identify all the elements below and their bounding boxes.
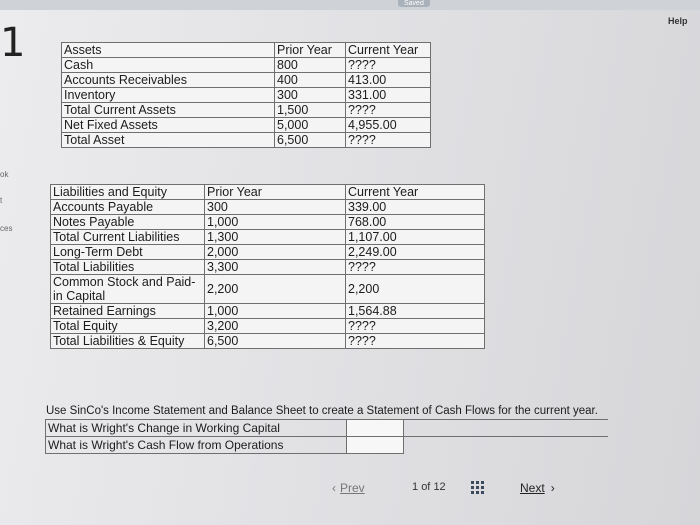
question-number: 1 bbox=[0, 20, 26, 66]
table-row bbox=[51, 334, 485, 349]
row-label: Accounts Receivables bbox=[62, 73, 275, 88]
prior-year-cell: 3,200 bbox=[205, 319, 346, 334]
table-row bbox=[51, 304, 485, 319]
next-button[interactable] bbox=[520, 481, 555, 495]
liabilities-equity-table bbox=[50, 184, 485, 349]
current-year-cell: 768.00 bbox=[346, 215, 485, 230]
table-row bbox=[51, 200, 485, 215]
current-year-cell: ???? bbox=[346, 133, 431, 148]
prior-year-cell: 400 bbox=[275, 73, 346, 88]
page-of-label: of bbox=[421, 481, 431, 493]
question-text: What is Wright's Cash Flow from Operations bbox=[46, 437, 347, 454]
current-page: 1 bbox=[412, 481, 419, 493]
row-label: Notes Payable bbox=[51, 215, 205, 230]
chevron-left-icon: ‹ bbox=[332, 481, 336, 495]
prior-year-cell: 1,000 bbox=[205, 215, 346, 230]
table-header-row bbox=[62, 43, 431, 58]
current-year-cell: ???? bbox=[346, 319, 485, 334]
row-label: Inventory bbox=[62, 88, 275, 103]
top-bar bbox=[0, 0, 700, 10]
current-year-cell: 413.00 bbox=[346, 73, 431, 88]
table-row bbox=[62, 133, 431, 148]
grid-icon[interactable] bbox=[471, 481, 485, 495]
total-pages: 12 bbox=[433, 481, 446, 493]
row-label: Accounts Payable bbox=[51, 200, 205, 215]
table-row bbox=[51, 215, 485, 230]
questions-section bbox=[45, 405, 608, 454]
column-header: Liabilities and Equity bbox=[51, 185, 205, 200]
prior-year-cell: 6,500 bbox=[275, 133, 346, 148]
current-year-cell: 2,249.00 bbox=[346, 245, 485, 260]
prev-button[interactable] bbox=[332, 481, 365, 495]
table-row bbox=[62, 118, 431, 133]
assets-table bbox=[61, 42, 431, 148]
chevron-right-icon: › bbox=[550, 481, 555, 495]
table-row bbox=[51, 319, 485, 334]
current-year-cell: 1,564.88 bbox=[346, 304, 485, 319]
cash-flow-answer-input[interactable] bbox=[347, 437, 404, 454]
column-header: Current Year bbox=[346, 185, 485, 200]
current-year-cell: ???? bbox=[346, 103, 431, 118]
answer-extension bbox=[404, 437, 609, 454]
prior-year-cell: 1,500 bbox=[275, 103, 346, 118]
table-row bbox=[51, 245, 485, 260]
current-year-cell: 4,955.00 bbox=[346, 118, 431, 133]
help-link[interactable]: Help bbox=[668, 16, 688, 26]
row-label: Long-Term Debt bbox=[51, 245, 205, 260]
table-row bbox=[62, 88, 431, 103]
prior-year-cell: 2,000 bbox=[205, 245, 346, 260]
saved-indicator: Saved bbox=[398, 0, 430, 7]
working-capital-answer-input[interactable] bbox=[347, 420, 404, 437]
table-row bbox=[62, 103, 431, 118]
table-header-row bbox=[51, 185, 485, 200]
row-label: Total Liabilities bbox=[51, 260, 205, 275]
sidebar-fragment: t bbox=[0, 196, 3, 205]
prior-year-cell: 6,500 bbox=[205, 334, 346, 349]
answer-extension bbox=[404, 420, 609, 437]
prior-year-cell: 1,300 bbox=[205, 230, 346, 245]
row-label: Total Liabilities & Equity bbox=[51, 334, 205, 349]
column-header: Prior Year bbox=[205, 185, 346, 200]
table-row bbox=[62, 58, 431, 73]
instructions: Use SinCo's Income Statement and Balance Sheet to create a Statement of Cash Flows for the current year. bbox=[46, 405, 598, 417]
question-text: What is Wright's Change in Working Capital bbox=[46, 420, 347, 437]
page-indicator bbox=[412, 481, 446, 493]
question-row bbox=[46, 437, 609, 454]
table-row bbox=[51, 260, 485, 275]
prior-year-cell: 300 bbox=[275, 88, 346, 103]
prev-label: Prev bbox=[340, 481, 365, 495]
current-year-cell: ???? bbox=[346, 260, 485, 275]
row-label: Common Stock and Paid-in Capital bbox=[51, 275, 205, 304]
prior-year-cell: 5,000 bbox=[275, 118, 346, 133]
sidebar-fragment: ces bbox=[0, 224, 13, 233]
row-label: Total Equity bbox=[51, 319, 205, 334]
prior-year-cell: 1,000 bbox=[205, 304, 346, 319]
current-year-cell: ???? bbox=[346, 334, 485, 349]
current-year-cell: 1,107.00 bbox=[346, 230, 485, 245]
current-year-cell: ???? bbox=[346, 58, 431, 73]
next-label: Next bbox=[520, 481, 545, 495]
row-label: Total Asset bbox=[62, 133, 275, 148]
row-label: Total Current Assets bbox=[62, 103, 275, 118]
current-year-cell: 339.00 bbox=[346, 200, 485, 215]
prior-year-cell: 300 bbox=[205, 200, 346, 215]
table-row bbox=[51, 275, 485, 304]
prior-year-cell: 3,300 bbox=[205, 260, 346, 275]
row-label: Cash bbox=[62, 58, 275, 73]
sidebar-fragment: ok bbox=[0, 170, 9, 179]
table-row bbox=[62, 73, 431, 88]
answer-table bbox=[45, 419, 608, 454]
current-year-cell: 331.00 bbox=[346, 88, 431, 103]
row-label: Total Current Liabilities bbox=[51, 230, 205, 245]
current-year-cell: 2,200 bbox=[346, 275, 485, 304]
row-label: Retained Earnings bbox=[51, 304, 205, 319]
row-label: Net Fixed Assets bbox=[62, 118, 275, 133]
prior-year-cell: 2,200 bbox=[205, 275, 346, 304]
column-header: Current Year bbox=[346, 43, 431, 58]
question-row bbox=[46, 420, 609, 437]
prior-year-cell: 800 bbox=[275, 58, 346, 73]
table-row bbox=[51, 230, 485, 245]
column-header: Prior Year bbox=[275, 43, 346, 58]
column-header: Assets bbox=[62, 43, 275, 58]
